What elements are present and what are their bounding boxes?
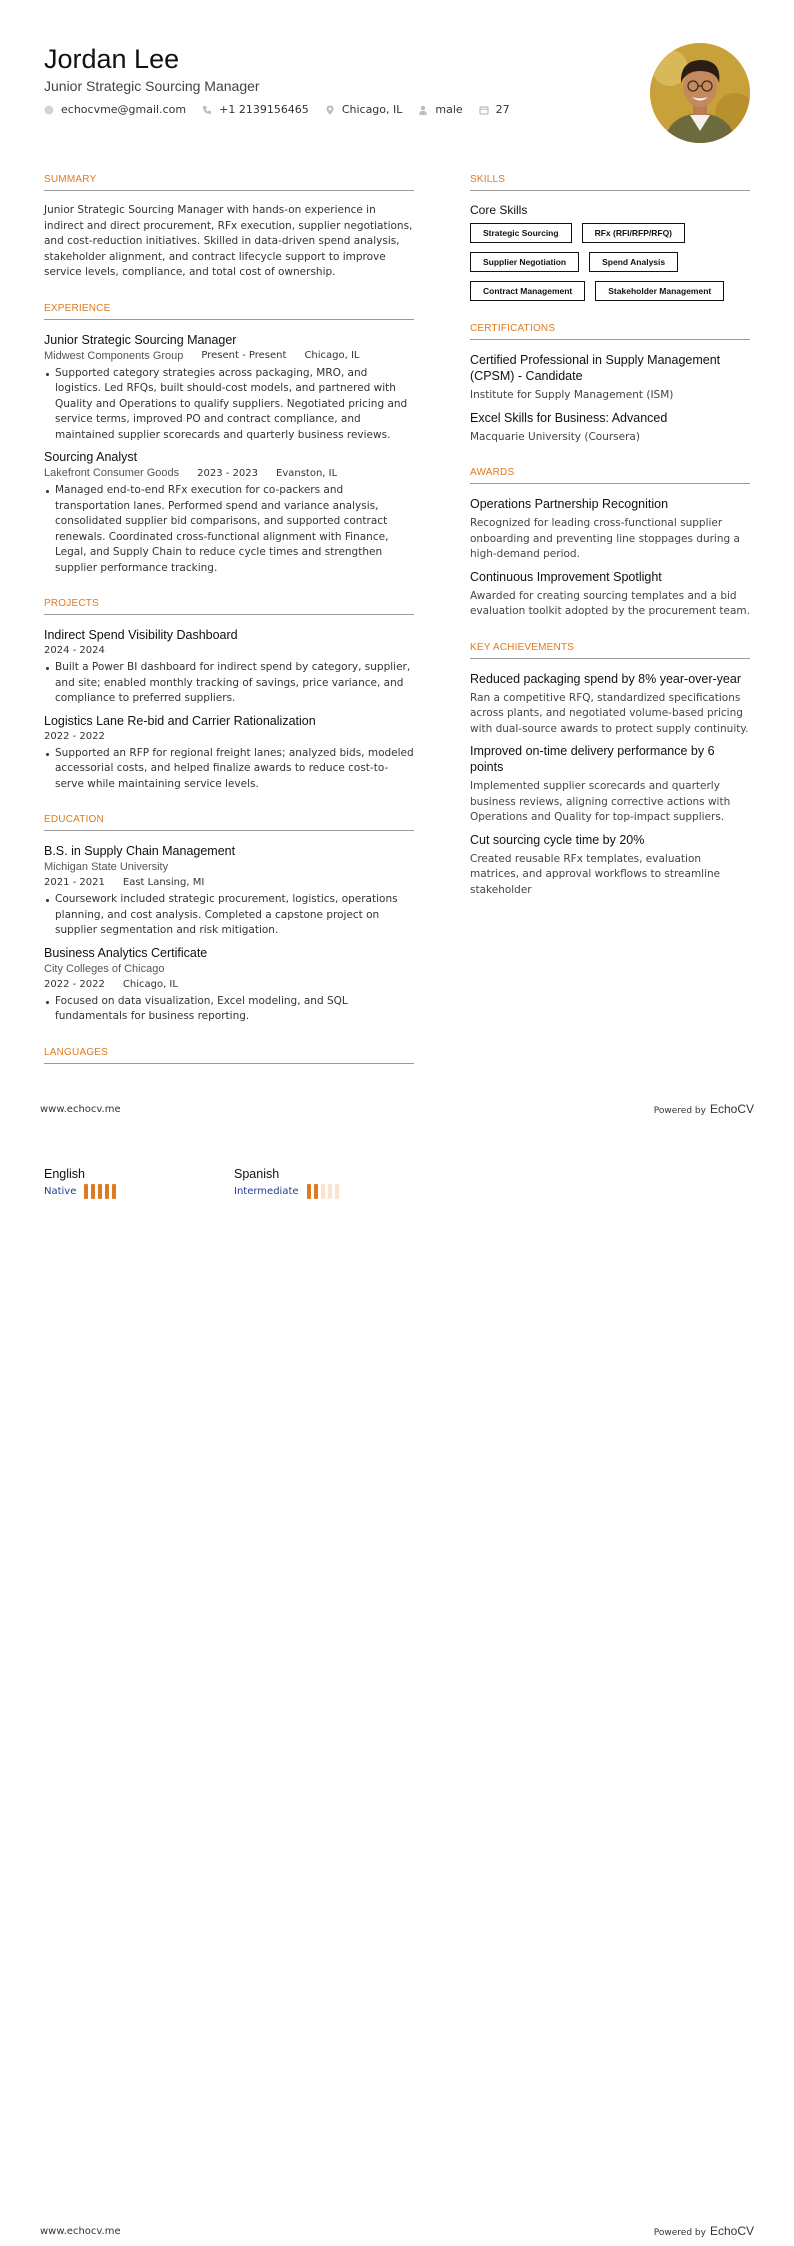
experience-dates: 2023 - 2023	[197, 467, 259, 479]
achievement-description: Implemented supplier scorecards and quarterly business reviews, aligning corrective actions with Operations and Quality for top-impact suppliers.	[470, 780, 731, 823]
proficiency-bar	[328, 1184, 332, 1199]
certification-issuer: Institute for Supply Management (ISM)	[470, 389, 674, 401]
education-bullets	[44, 994, 414, 1025]
education-entry	[44, 843, 414, 939]
language-level: Native	[44, 1186, 77, 1197]
experience-meta	[44, 348, 414, 364]
language-item	[44, 1167, 234, 1199]
education-heading: EDUCATION	[44, 814, 414, 831]
language-item	[234, 1167, 424, 1199]
language-level-row	[234, 1184, 424, 1199]
education-degree: B.S. in Supply Chain Management	[44, 844, 236, 858]
proficiency-bar	[98, 1184, 102, 1199]
education-bullets	[44, 892, 414, 939]
project-dates: 2024 - 2024	[44, 645, 105, 656]
certification-name: Excel Skills for Business: Advanced	[470, 410, 668, 425]
awards-heading: AWARDS	[470, 467, 750, 484]
contact-phone[interactable]	[202, 103, 309, 116]
certification-name: Certified Professional in Supply Management (CPSM) - Candidate	[470, 353, 721, 383]
summary-text: Junior Strategic Sourcing Manager with hands-on experience in indirect and direct procurement, RFx execution, supplier negotiations, and cost-reduction initiatives. Skilled in data-driven spend analysis, stakeholder alignment, and contract lifecycle support to improve service levels, compliance, and total cost of ownership.	[44, 204, 413, 278]
contact-gender	[418, 103, 462, 116]
proficiency-bar	[91, 1184, 95, 1199]
date-start: Present	[201, 350, 239, 361]
achievements-heading: KEY ACHIEVEMENTS	[470, 642, 750, 659]
education-dates: 2021 - 2021	[44, 877, 105, 888]
bullet-item: Supported an RFP for regional freight lanes; analyzed bids, modeled accessorial costs, and helped finalize awards to reduce cost-to-serve while maintaining service levels.	[44, 746, 414, 793]
award-description: Recognized for leading cross-functional supplier onboarding and preventing line stoppages during a high-demand period.	[470, 517, 740, 560]
education-dates: 2022 - 2022	[44, 978, 105, 990]
date-start: 2021	[44, 877, 70, 888]
proficiency-bar	[314, 1184, 318, 1199]
experience-location: Chicago, IL	[304, 350, 360, 361]
achievement-description: Ran a competitive RFQ, standardized specifications across plants, and negotiated volume-based pricing with dual-source awards to protect supply continuity.	[470, 691, 749, 735]
contact-age	[479, 103, 510, 116]
profile-photo	[650, 43, 750, 143]
powered-by-label: Powered by	[653, 2228, 706, 2238]
education-meta	[44, 875, 414, 890]
experience-role: Sourcing Analyst	[44, 450, 138, 464]
education-school: City Colleges of Chicago	[44, 962, 165, 975]
proficiency-bar	[307, 1184, 311, 1199]
contact-bar	[44, 103, 526, 116]
date-end: 2022	[79, 730, 105, 742]
education-school: Michigan State University	[44, 861, 169, 873]
education-degree: Business Analytics Certificate	[44, 945, 208, 960]
bullet-item: Managed end-to-end RFx execution for co-packers and transportation lanes. Performed spend and variance analysis, consolidated supplier bid comparisons, and supported contract renewals. Coordinated cross-functional alignment with Finance, Legal, and Supply Chain to reduce cycle times and strengthen supplier performance tracking.	[44, 483, 414, 576]
proficiency-bar	[84, 1184, 88, 1199]
contact-age-text: 27	[495, 103, 510, 116]
contact-email[interactable]	[44, 103, 186, 116]
skill-tag: RFx (RFI/RFP/RFQ)	[582, 223, 685, 243]
proficiency-bar	[335, 1184, 339, 1199]
language-name: English	[44, 1167, 85, 1181]
date-end: 2023	[232, 467, 259, 479]
experience-dates: Present - Present	[201, 350, 287, 361]
achievements-section	[470, 642, 750, 899]
skill-tag: Strategic Sourcing	[470, 223, 572, 243]
right-column	[470, 174, 750, 920]
contact-phone-text: +1 2139156465	[219, 103, 309, 116]
education-entry	[44, 945, 414, 1025]
experience-heading: EXPERIENCE	[44, 303, 414, 320]
achievement-description: Created reusable RFx templates, evaluation matrices, and approval workflows to streamline stakeholder	[470, 852, 721, 896]
projects-section	[44, 598, 414, 792]
calendar-icon	[479, 105, 489, 115]
language-proficiency-bars	[307, 1184, 342, 1199]
contact-gender-text: male	[435, 103, 463, 116]
language-level-row	[44, 1184, 234, 1199]
candidate-name: Jordan Lee	[44, 44, 180, 74]
education-section	[44, 814, 414, 1025]
achievement-name: Cut sourcing cycle time by 20%	[470, 832, 645, 847]
footer-url[interactable]: www.echocv.me	[40, 1104, 121, 1115]
experience-entry	[44, 332, 414, 444]
skill-tag: Supplier Negotiation	[470, 252, 579, 272]
project-bullets	[44, 746, 414, 793]
achievement-name: Reduced packaging spend by 8% year-over-year	[470, 671, 741, 686]
project-name: Logistics Lane Re-bid and Carrier Rationalization	[44, 713, 316, 728]
experience-role: Junior Strategic Sourcing Manager	[44, 332, 237, 347]
languages-list	[44, 1167, 424, 1199]
skill-tag: Stakeholder Management	[595, 281, 724, 301]
experience-bullets	[44, 366, 414, 444]
education-meta	[44, 977, 414, 992]
language-name: Spanish	[234, 1167, 280, 1181]
email-icon	[44, 105, 54, 115]
footer-powered-by	[654, 2224, 754, 2238]
footer-powered-by	[654, 1102, 754, 1116]
date-end: 2024	[79, 645, 105, 656]
left-column	[44, 174, 414, 1086]
project-dates: 2022 - 2022	[44, 730, 105, 742]
languages-section	[44, 1047, 414, 1064]
achievement-name: Improved on-time delivery performance by 6 points	[470, 744, 715, 774]
skill-tag: Contract Management	[470, 281, 585, 301]
brand-logo-text[interactable]: EchoCV	[709, 1102, 754, 1116]
skills-section	[470, 174, 750, 301]
education-location: East Lansing, MI	[122, 877, 205, 888]
experience-entry	[44, 449, 414, 576]
summary-section	[44, 174, 414, 281]
experience-company: Midwest Components Group	[44, 349, 184, 362]
award-name: Continuous Improvement Spotlight	[470, 569, 662, 584]
bullet-item: Supported category strategies across packaging, MRO, and logistics. Led RFQs, built should-cost models, and partnered with Quality and Operations to qualify suppliers. Negotiated pricing and service terms, improved PO and contract compliance, and maintained supplier scorecards and quarterly business reviews.	[44, 366, 414, 444]
project-bullets	[44, 660, 414, 707]
date-end: Present	[248, 350, 287, 361]
experience-section	[44, 303, 414, 577]
bullet-item: Built a Power BI dashboard for indirect spend by category, supplier, and site; enabled monthly tracking of savings, price variance, and compliance to preferred suppliers.	[44, 660, 414, 707]
skill-tag: Spend Analysis	[589, 252, 678, 272]
experience-location: Evanston, IL	[276, 467, 338, 479]
experience-company: Lakefront Consumer Goods	[44, 467, 180, 479]
candidate-headline: Junior Strategic Sourcing Manager	[44, 78, 260, 94]
brand-logo-text[interactable]: EchoCV	[709, 2224, 754, 2238]
powered-by-label: Powered by	[653, 1106, 706, 1116]
contact-location-text: Chicago, IL	[341, 103, 403, 116]
certification-issuer: Macquarie University (Coursera)	[470, 430, 640, 443]
skill-tags	[470, 223, 760, 301]
skills-heading: SKILLS	[470, 174, 750, 191]
proficiency-bar	[112, 1184, 116, 1199]
language-level: Intermediate	[234, 1186, 299, 1197]
location-icon	[325, 105, 335, 115]
footer-url[interactable]: www.echocv.me	[40, 2226, 121, 2237]
project-name: Indirect Spend Visibility Dashboard	[44, 628, 238, 642]
proficiency-bar	[321, 1184, 325, 1199]
phone-icon	[202, 105, 212, 115]
person-icon	[418, 105, 428, 115]
award-description: Awarded for creating sourcing templates and a bid evaluation toolkit adopted by the procurement team.	[470, 589, 750, 617]
proficiency-bar	[105, 1184, 109, 1199]
date-start: 2023	[197, 467, 223, 479]
languages-heading: LANGUAGES	[44, 1047, 414, 1064]
awards-section	[470, 467, 750, 620]
contact-location	[325, 103, 403, 116]
summary-heading: SUMMARY	[44, 174, 414, 191]
date-end: 2021	[79, 877, 105, 888]
certifications-section	[470, 323, 750, 445]
experience-bullets	[44, 483, 414, 576]
experience-meta	[44, 465, 414, 481]
projects-heading: PROJECTS	[44, 598, 414, 615]
contact-email-text: echocvme@gmail.com	[61, 103, 187, 116]
bullet-item: Coursework included strategic procurement, logistics, operations planning, and cost analysis. Completed a capstone project on supplier segmentation and risk mitigation.	[44, 892, 414, 939]
date-end: 2022	[79, 978, 105, 990]
date-start: 2022	[44, 978, 70, 990]
skill-group-title: Core Skills	[470, 203, 528, 217]
project-entry	[44, 627, 414, 707]
date-start: 2022	[44, 730, 70, 742]
date-start: 2024	[44, 645, 70, 656]
education-location: Chicago, IL	[122, 978, 178, 990]
language-proficiency-bars	[84, 1184, 119, 1199]
certifications-heading: CERTIFICATIONS	[470, 323, 750, 340]
bullet-item: Focused on data visualization, Excel modeling, and SQL fundamentals for business reporting.	[44, 994, 414, 1025]
award-name: Operations Partnership Recognition	[470, 497, 669, 511]
project-entry	[44, 713, 414, 793]
